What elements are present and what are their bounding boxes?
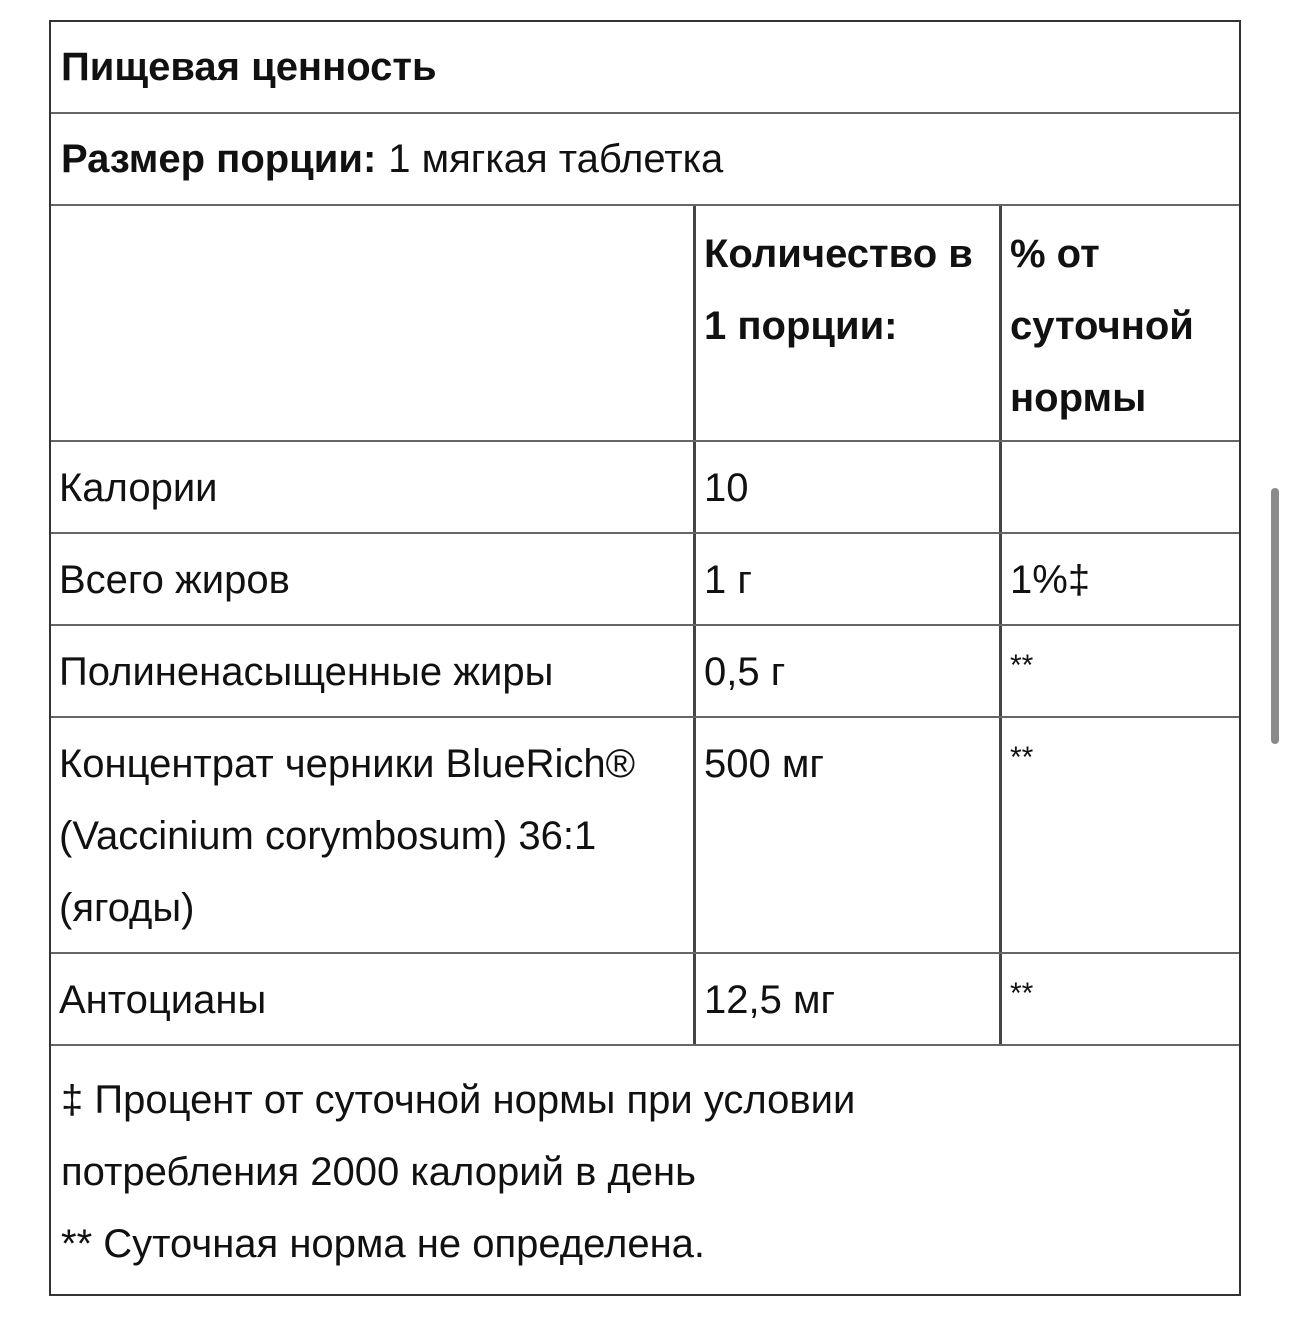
vertical-scrollbar[interactable]	[1271, 488, 1279, 744]
nutrient-daily-value-cell	[1002, 626, 1239, 716]
nutrient-name: Концентрат черники BlueRich® (Vaccinium corymbosum) 36:1 (ягоды)	[51, 718, 696, 952]
nutrient-daily-value: **	[1010, 977, 1034, 1010]
table-row	[51, 442, 1239, 534]
dagger-footnote: ‡ Процент от суточной нормы при условии потребления 2000 калорий в день	[61, 1078, 856, 1194]
nutrient-amount: 500 мг	[696, 718, 1002, 952]
table-row	[51, 718, 1239, 954]
footnotes	[51, 1046, 1239, 1294]
nutrient-daily-value	[1002, 442, 1239, 532]
nutrient-name: Калории	[51, 442, 696, 532]
serving-size-row	[51, 114, 1239, 206]
table-title: Пищевая ценность	[51, 22, 1239, 114]
nutrient-daily-value: **	[1010, 649, 1034, 682]
serving-size-value: 1 мягкая таблетка	[388, 136, 724, 181]
table-row	[51, 534, 1239, 626]
name-column-header	[51, 206, 696, 440]
nutrient-amount: 1 г	[696, 534, 1002, 624]
nutrient-name: Полиненасыщенные жиры	[51, 626, 696, 716]
nutrient-amount: 0,5 г	[696, 626, 1002, 716]
table-row	[51, 954, 1239, 1046]
nutrient-daily-value-cell	[1002, 718, 1239, 952]
serving-size-label: Размер порции:	[61, 136, 377, 181]
nutrient-amount: 10	[696, 442, 1002, 532]
nutrient-amount: 12,5 мг	[696, 954, 1002, 1044]
nutrition-facts-table	[49, 20, 1241, 1296]
amount-column-header: Количество в 1 порции:	[696, 206, 1002, 440]
nutrient-daily-value: 1%‡	[1010, 558, 1091, 602]
daily-value-column-header: % от суточной нормы	[1010, 232, 1194, 420]
nutrient-daily-value-cell	[1002, 954, 1239, 1044]
stars-footnote: ** Суточная норма не определена.	[61, 1222, 706, 1266]
column-header-row	[51, 206, 1239, 442]
nutrient-name: Всего жиров	[51, 534, 696, 624]
table-row	[51, 626, 1239, 718]
nutrient-daily-value: **	[1010, 741, 1034, 774]
nutrient-name: Антоцианы	[51, 954, 696, 1044]
